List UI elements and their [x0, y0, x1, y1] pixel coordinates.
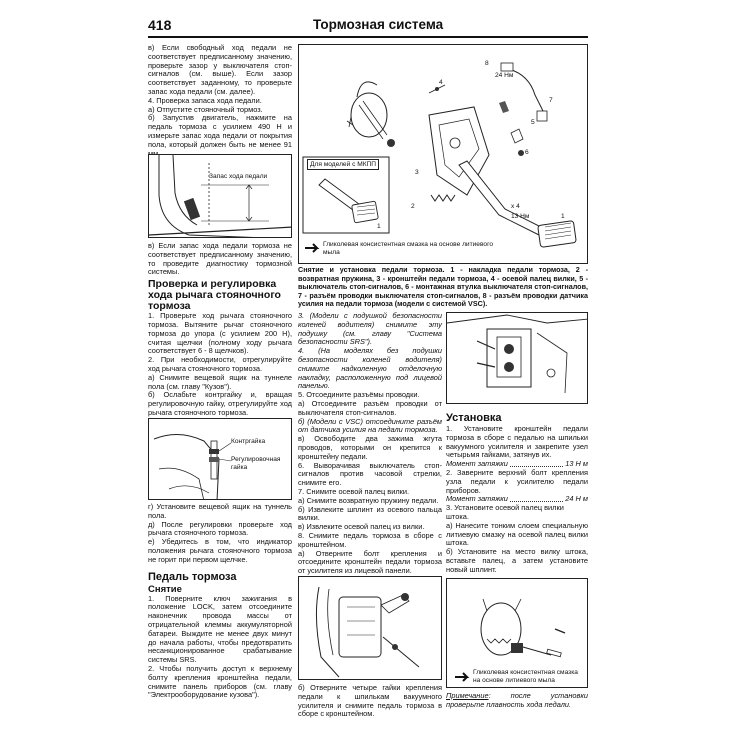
removal-step-5a: а) Отсоедините разъём проводки от выключателя стоп-сигналов.	[298, 398, 442, 417]
torque-spec-2-value: 24 Н м	[565, 494, 588, 504]
removal-step-7: 7. Снимите осевой палец вилки.	[298, 486, 410, 496]
installation-title: Установка	[446, 412, 502, 424]
page-number: 418	[148, 17, 172, 33]
step-4-title: 4. Проверка запаса хода педали.	[148, 95, 262, 105]
subsection-removal-title: Снятие	[148, 583, 182, 595]
main-figure-caption: Снятие и установка педали тормоза. 1 - накладка педали тормоза, 2 - возвратная пружина, 3 - кронштейн педали тормоза, 4 - осевой палец вилки, 5 - выключатель стоп-сигналов, 6 - монтажная втулка выключателя стоп-сигналов, 7 - разъём проводки выключателя стоп-сигналов, 8 - разъём проводки датчика усилия на педали тормоза (модели с системой VSC).	[298, 265, 588, 309]
section-brake-pedal-title: Педаль тормоза	[148, 570, 237, 583]
removal-step-5: 5. Отсоедините разъёмы проводки.	[298, 390, 420, 400]
figure-parking-brake-adjust	[148, 418, 292, 500]
install-step-1: 1. Установите кронштейн педали тормоза в сборе с педалью на шпильки вакуумного усилителя и закрепите узел четырьмя гайками, затянув их.	[446, 424, 588, 460]
removal-step-8: 8. Снимите педаль тормоза в сборе с кронштейном.	[298, 530, 442, 549]
clevis-grease-legend: Гликолевая консистентная смазка на основе литиевого мыла	[473, 669, 578, 684]
torque-spec-1-value: 13 Н м	[565, 459, 588, 469]
brake-pedal-exploded-drawing	[299, 45, 588, 264]
callout-8: 8	[485, 60, 489, 67]
right-column	[446, 412, 588, 575]
parking-step-2b: б) Ослабьте контргайку и, вращая регулировочную гайку, отрегулируйте ход рычага стояночного тормоза.	[148, 390, 292, 417]
parking-step-2a: а) Снимите вещевой ящик на туннеле пола (см. главу "Кузов").	[148, 372, 292, 391]
para-pedal-free-play: в) Если свободный ход педали не соответствует предписанному значению, проверьте зазор у выключателя стоп-сигналов (см. выше). Если зазор соответствует заданному, то проверьте запас хода педали (см. далее).	[148, 43, 292, 96]
figure-clevis-pin-lubrication	[446, 578, 588, 688]
left-column-bottom	[148, 503, 292, 700]
removal-step-7v: в) Извлеките осевой палец из вилки.	[298, 522, 425, 532]
installation-note	[446, 692, 588, 710]
parking-step-1: 1. Проверьте ход рычага стояночного тормоза. Вытяните рычаг стояночного тормоза до упора (с усилием 200 Н), считая щелчки (полному ходу рычага соответствует 6 - 8 щелчков).	[148, 311, 292, 356]
install-step-3b: б) Установите на место вилку штока, вставьте палец, а затем установите новый шплинт.	[446, 547, 588, 574]
removal-step-7a: а) Снимите возвратную пружину педали.	[298, 495, 439, 505]
removal-step-8b: б) Отверните четыре гайки крепления педали к шпилькам вакуумного усилителя и снимите педаль тормоза в сборе с кронштейном.	[298, 683, 442, 719]
callout-5: 5	[531, 119, 535, 126]
callout-4: 4	[439, 79, 443, 86]
parking-step-2d: д) После регулировки проверьте ход рычага стояночного тормоза.	[148, 519, 292, 538]
install-step-3: 3. Установите осевой палец вилки штока.	[446, 503, 564, 521]
callout-7: 7	[549, 97, 553, 104]
locknut-label: Контргайка	[231, 438, 266, 445]
figure-pedal-reserve	[148, 154, 292, 238]
section-parking-brake-title: Проверка и регулировка хода рычага стояночного тормоза	[148, 278, 281, 313]
callout-3: 3	[415, 169, 419, 176]
callout-1: 1	[561, 213, 565, 220]
callout-1-mt: 1	[377, 223, 381, 230]
adjusting-nut-label: Регулировочная гайка	[231, 456, 281, 471]
page-header	[148, 16, 588, 38]
step-4a: а) Отпустите стояночный тормоз.	[148, 104, 263, 114]
left-column-middle	[148, 242, 292, 427]
figure-stop-switch-detail	[446, 312, 588, 404]
middle-column-top	[298, 312, 442, 576]
parking-step-2: 2. При необходимости, отрегулируйте ход рычага стояночного тормоза.	[148, 355, 292, 373]
removal-step-3: 3. (Модели с подушкой безопасности коленей водителя) снимите эту подушку (см. главу "Система безопасности SRS").	[298, 311, 442, 347]
pedal-reserve-drawing	[149, 155, 292, 238]
figure-brake-pedal-assembly	[298, 44, 588, 264]
removal-step-5b: б) (Модели с VSC) отсоедините разъём от датчика усилия на педали тормоза.	[298, 416, 442, 435]
removal-step-4: 4. (На моделях без подушки безопасности коленей водителя) снимите надколенную отделочную накладку, расположенную под лицевой панелью.	[298, 346, 442, 391]
removal-step-6: 6. Выворачивая выключатель стоп-сигналов против часовой стрелки, снимите его.	[298, 460, 442, 488]
parking-step-2g: г) Установите вещевой ящик на туннель пола.	[148, 502, 292, 520]
install-step-2: 2. Заверните верхний болт крепления узла педали к усилителю педали приборов.	[446, 467, 588, 495]
torque-spec-2-label: Момент затяжки	[446, 494, 508, 504]
removal-step-2: 2. Чтобы получить доступ к верхнему болту крепления кронштейна педали, снимите панель приборов (см. главу "Электрооборудование кузова").	[148, 663, 292, 700]
middle-column-bottom	[298, 684, 442, 719]
note-label: Примечание	[446, 691, 489, 700]
callout-2: 2	[411, 203, 415, 210]
removal-step-1: 1. Поверните ключ зажигания в положение LOCK, затем отсоедините наконечник провода массы от отрицательной клеммы аккумуляторной батареи. Выждите не менее двух минут до начала работы, чтобы предотвратить несанкционированное срабатывание системы SRS.	[148, 593, 292, 665]
left-column-top	[148, 44, 292, 158]
pedal-reserve-label: Запас хода педали	[209, 173, 268, 180]
torque-spec-1-label: Момент затяжки	[446, 459, 508, 469]
removal-step-8a: а) Отверните болт крепления и отсоедините кронштейн педали тормоза от усилителя из лицевой панели.	[298, 548, 442, 576]
bracket-removal-drawing	[299, 577, 442, 680]
removal-step-7b: б) Извлеките шплинт из осевого пальца вилки.	[298, 504, 442, 523]
torque-24-label: 24 Нм	[495, 72, 514, 79]
grease-legend: Гликолевая консистентная смазка на основе литиевого мыла	[323, 241, 493, 256]
stop-switch-drawing	[447, 313, 588, 404]
torque-spec-2-leader	[510, 495, 563, 502]
right-column-note	[446, 692, 588, 710]
mt-models-label: Для моделей с МКПП	[307, 159, 379, 170]
step-4b: б) Запустив двигатель, нажмите на педаль тормоза с усилием 490 Н и измерьте запас хода педали от покрытия пола, который должен быть не менее 91	[148, 113, 292, 149]
note-text: : после установки проверьте плавность хода педали.	[446, 691, 588, 709]
para-pedal-reserve-diagnosis: в) Если запас хода педали тормоза не соответствует предписанному значению, то проведите диагностику тормозной системы.	[148, 241, 292, 277]
x4-label: x 4	[511, 203, 520, 210]
parking-step-2e: е) Убедитесь в том, что индикатор положения рычага стояночного тормоза не горит при первом щелчке.	[148, 537, 292, 564]
removal-step-5v: в) Освободите два зажима жгута проводов, которыми он крепится к кронштейну педали.	[298, 434, 442, 461]
install-step-3a: а) Нанесите тонким слоем специальную литиевую смазку на осевой палец вилки штока.	[446, 520, 588, 548]
callout-6: 6	[525, 149, 529, 156]
torque-13-label: 13 Нм	[511, 213, 530, 220]
figure-pedal-bracket-removal	[298, 576, 442, 680]
torque-spec-1-leader	[510, 460, 563, 467]
page-title: Тормозная система	[313, 17, 444, 32]
main-figure-caption-block	[298, 266, 588, 309]
